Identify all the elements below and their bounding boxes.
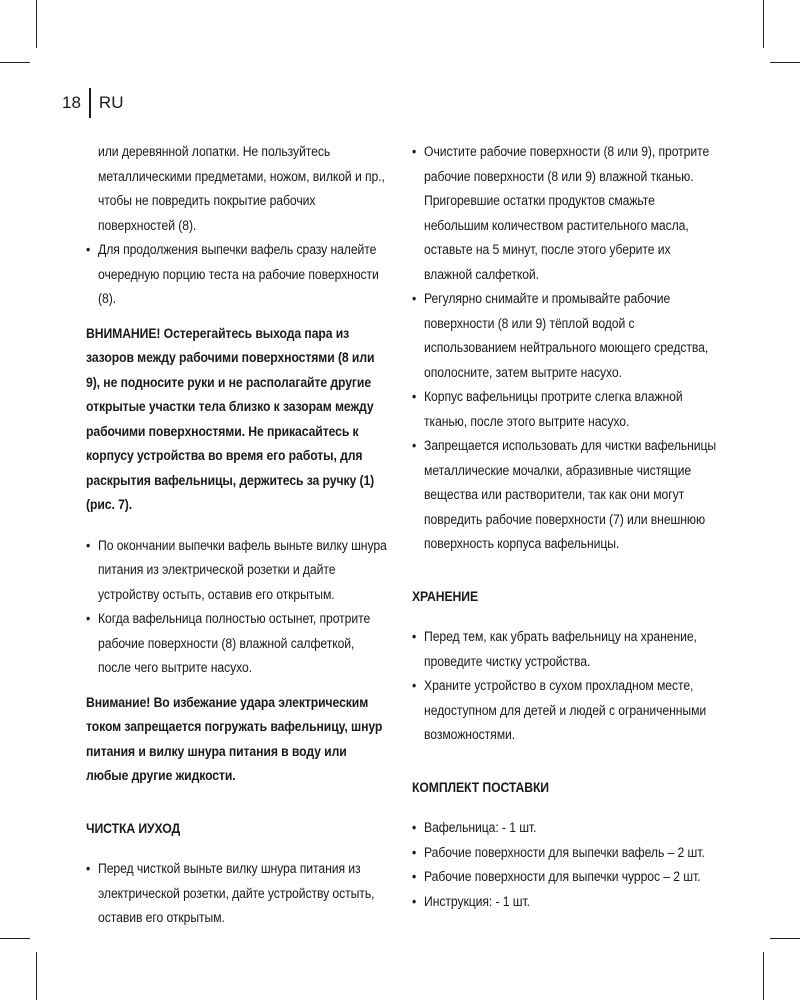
- section-heading-cleaning: ЧИСТКА ИУХОД: [86, 820, 181, 837]
- crop-mark: [0, 62, 30, 63]
- crop-mark: [770, 62, 800, 63]
- page-header: [62, 86, 123, 120]
- list-item: • Инструкция: - 1 шт.: [412, 890, 716, 915]
- bullet-list: [412, 625, 716, 748]
- list-item: • Очистите рабочие поверхности (8 или 9), протрите рабочие поверхности (8 или 9) влажной тканью. Пригоревшие остатки продуктов смажьте небольшим количеством растительного масла, оставьте на 5 минут, после этого уберите их влажной салфеткой.: [412, 140, 716, 287]
- left-column: [86, 140, 391, 931]
- header-divider: [89, 88, 91, 118]
- list-item: • Когда вафельница полностью остынет, протрите рабочие поверхности (8) влажной салфеткой, после чего вытрите насухо.: [86, 607, 390, 681]
- bullet-list: [412, 816, 716, 914]
- section-heading-package: КОМПЛЕКТ ПОСТАВКИ: [412, 779, 549, 796]
- list-item: • Корпус вафельницы протрите слегка влажной тканью, после этого вытрите насухо.: [412, 385, 716, 434]
- list-item: • Рабочие поверхности для выпечки чуррос – 2 шт.: [412, 865, 716, 890]
- list-item: • Перед тем, как убрать вафельницу на хранение, проведите чистку устройства.: [412, 625, 716, 674]
- warning-electric: Внимание! Во избежание удара электрическим током запрещается погружать вафельницу, шнур питания и вилку шнура питания в воду или любые другие жидкости.: [86, 694, 383, 784]
- section-heading-storage: ХРАНЕНИЕ: [412, 588, 479, 605]
- crop-mark: [36, 952, 37, 1000]
- crop-mark: [36, 0, 37, 48]
- list-item: • Вафельница: - 1 шт.: [412, 816, 716, 841]
- list-item: • Перед чисткой выньте вилку шнура питания из электрической розетки, дайте устройству остыть, оставив его открытым.: [86, 857, 390, 931]
- crop-mark: [0, 938, 30, 939]
- crop-mark: [763, 0, 764, 48]
- list-item: • Запрещается использовать для чистки вафельницы металлические мочалки, абразивные чистящие вещества или растворители, так как они могут повредить рабочие поверхности (7) или внешнюю поверхность корпуса вафельницы.: [412, 434, 716, 557]
- list-item: • По окончании выпечки вафель выньте вилку шнура питания из электрической розетки и дайте устройству остыть, оставив его открытым.: [86, 534, 390, 608]
- list-item: • Регулярно снимайте и промывайте рабочие поверхности (8 или 9) тёплой водой с использованием нейтрального моющего средства, ополосните, затем вытрите насухо.: [412, 287, 716, 385]
- crop-mark: [770, 938, 800, 939]
- language-code: RU: [98, 93, 124, 112]
- bullet-list: [86, 534, 390, 681]
- bullet-list: [86, 857, 390, 931]
- crop-mark: [763, 952, 764, 1000]
- bullet-list: [412, 140, 716, 557]
- list-item: • Храните устройство в сухом прохладном месте, недоступном для детей и людей с ограниченными возможностями.: [412, 674, 716, 748]
- bullet-list: [86, 238, 390, 312]
- page-number: 18: [62, 93, 81, 112]
- list-item: • Для продолжения выпечки вафель сразу налейте очередную порцию теста на рабочие поверхности (8).: [86, 238, 390, 312]
- list-item: • Рабочие поверхности для выпечки вафель – 2 шт.: [412, 841, 716, 866]
- continued-paragraph: или деревянной лопатки. Не пользуйтесь металлическими предметами, ножом, вилкой и пр., чтобы не повредить покрытие рабочих поверхностей (8).: [98, 144, 385, 234]
- warning-steam: ВНИМАНИЕ! Остерегайтесь выхода пара из зазоров между рабочими поверхностями (8 или 9), не подносите руки и не располагайте другие открытые участки тела близко к зазорам между рабочими поверхностями. Не прикасайтесь к корпусу устройства во время его работы, для раскрытия вафельницы, держитесь за ручку (1) (рис. 7).: [86, 325, 375, 513]
- right-column: [412, 140, 717, 914]
